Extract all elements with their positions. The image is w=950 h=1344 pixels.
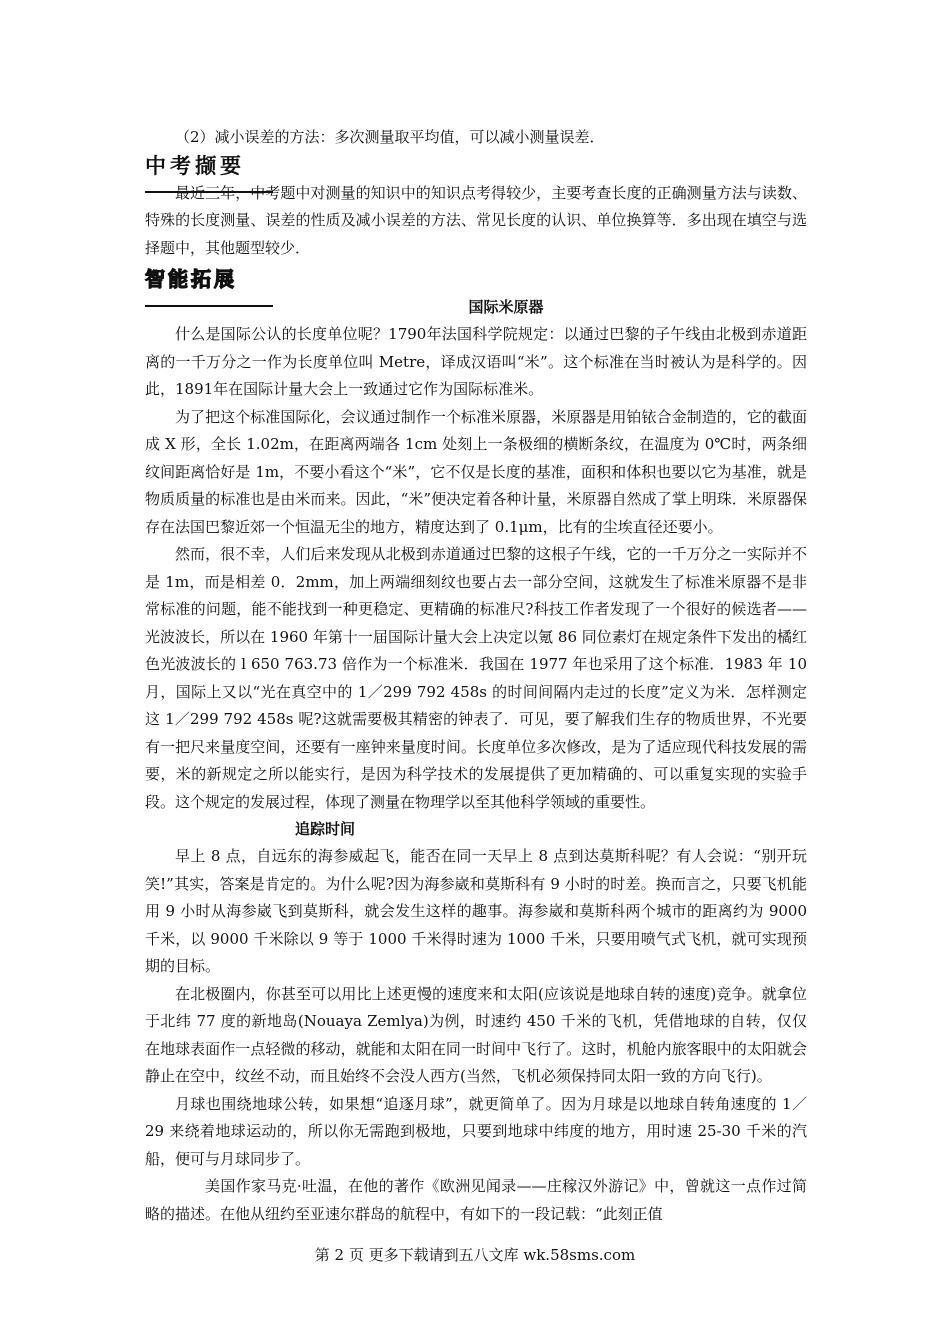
article-title-meter: 国际米原器: [468, 298, 544, 316]
article-title-time: 追踪时间: [295, 820, 356, 838]
section-title-zhongkao: 中考撷要: [145, 153, 245, 178]
paragraph: 为了把这个标准国际化，会议通过制作一个标准米原器，米原器是用铂铱合金制造的，它的截面成 X 形，全长 1.02m，在距离两端各 1cm 处刻上一条极细的横断条纹，在温度为 0℃时，两条细纹间距离恰好是 1m，不要小看这个“米”，它不仅是长度的基准，面积和体积也要以它为基准，就是物质质量的标准也是由米而来。因此，“米”便决定着各种计量，米原器自然成了掌上明珠．米原器保存在法国巴黎近郊一个恒温无尘的地方，精度达到了 0.1μm，比有的尘埃直径还要小。: [145, 407, 807, 536]
paragraph: 早上 8 点，自远东的海参威起飞，能否在同一天早上 8 点到达莫斯科呢？有人会说：“别开玩笑!”其实，答案是肯定的。为什么呢?因为海参崴和莫斯科有 9 小时的时差。换而言之，只要飞机能用 9 小时从海参崴飞到莫斯科，就会发生这样的趣事。海参崴和莫斯科两个城市的距离约为 9000 千米，以 9000 千米除以 9 等于 1000 千米得时速为 1000 千米，只要用喷气式飞机，就可实现预期的目标。: [145, 847, 807, 975]
paragraph: 什么是国际公认的长度单位呢？1790年法国科学院规定：以通过巴黎的子午线由北极到赤道距离的一千万分之一作为长度单位叫 Metre，译成汉语叫“米”。这个标准在当时被认为是科学的。因此，1891年在国际计量大会上一致通过它作为国际标准米。: [145, 325, 807, 398]
paragraph: 美国作家马克·吐温，在他的著作《欧洲见闻录——庄稼汉外游记》中，曾就这一点作过简略的描述。在他从纽约至亚速尔群岛的航程中，有如下的一段记载：“此刻正值: [145, 1177, 807, 1223]
paragraph: 在北极圈内，你甚至可以用比上述更慢的速度来和太阳(应该说是地球自转的速度)竞争。就拿位于北纬 77 度的新地岛(Nouaya Zemlya)为例，时速约 450 千米的飞机，凭借地球的自转，仅仅在地球表面作一点轻微的移动，就能和太阳在同一时间中飞行了。这时，机舱内旅客眼中的太阳就会静止在空中，纹丝不动，而且始终不会没人西方(当然，飞机必须保持同太阳一致的方向飞行)。: [145, 984, 807, 1085]
page-footer: 第 2 页 更多下载请到五八文库 wk.58sms.com: [314, 1246, 636, 1264]
intro-line: （2）减小误差的方法：多次测量取平均值，可以减小测量误差．: [175, 128, 605, 146]
paragraph: 然而，很不幸，人们后来发现从北极到赤道通过巴黎的这根子午线，它的一千万分之一实际并不是 1m，而是相差 0．2mm，加上两端细刻纹也要占去一部分空间，这就发生了标准米原器不是非常标准的问题，能不能找到一种更稳定、更精确的标准尺?科技工作者发现了一个很好的候选者——光波波长，所以在 1960 年第十一届国际计量大会上决定以氪 86 同位素灯在规定条件下发出的橘红色光波波长的 l 650 763.73 倍作为一个标准米．我国在 1977 年也采用了这个标准．1983 年 10 月，国际上又以“光在真空中的 1／299 792 458s 的时间间隔内走过的长度”定义为米．怎样测定这 1／299 792 458s 呢?这就需要极其精密的钟表了．可见，要了解我们生存的物质世界，不光要有一把尺来量度空间，还要有一座钟来量度时间。长度单位多次修改，是为了适应现代科技发展的需要，米的新规定之所以能实行，是因为科学技术的发展提供了更加精确的、可以重复实现的实验手段。这个规定的发展过程，体现了测量在物理学以至其他科学领域的重要性。: [145, 545, 807, 811]
section-title-zhineng: 智能拓展: [145, 267, 237, 291]
paragraph: 月球也围绕地球公转，如果想“追逐月球”，就更简单了。因为月球是以地球自转角速度的 1／29 来绕着地球运动的，所以你无需跑到极地，只要到地球中纬度的地方，用时速 25-30 千米的汽船，便可与月球同步了。: [145, 1094, 807, 1168]
zhongkao-paragraph: 最近三年，中考题中对测量的知识中的知识点考得较少，主要考查长度的正确测量方法与读数、特殊的长度测量、误差的性质及减小误差的方法、常见长度的认识、单位换算等．多出现在填空与选择题中，其他题型较少．: [145, 183, 807, 257]
page-content: [145, 124, 807, 1228]
